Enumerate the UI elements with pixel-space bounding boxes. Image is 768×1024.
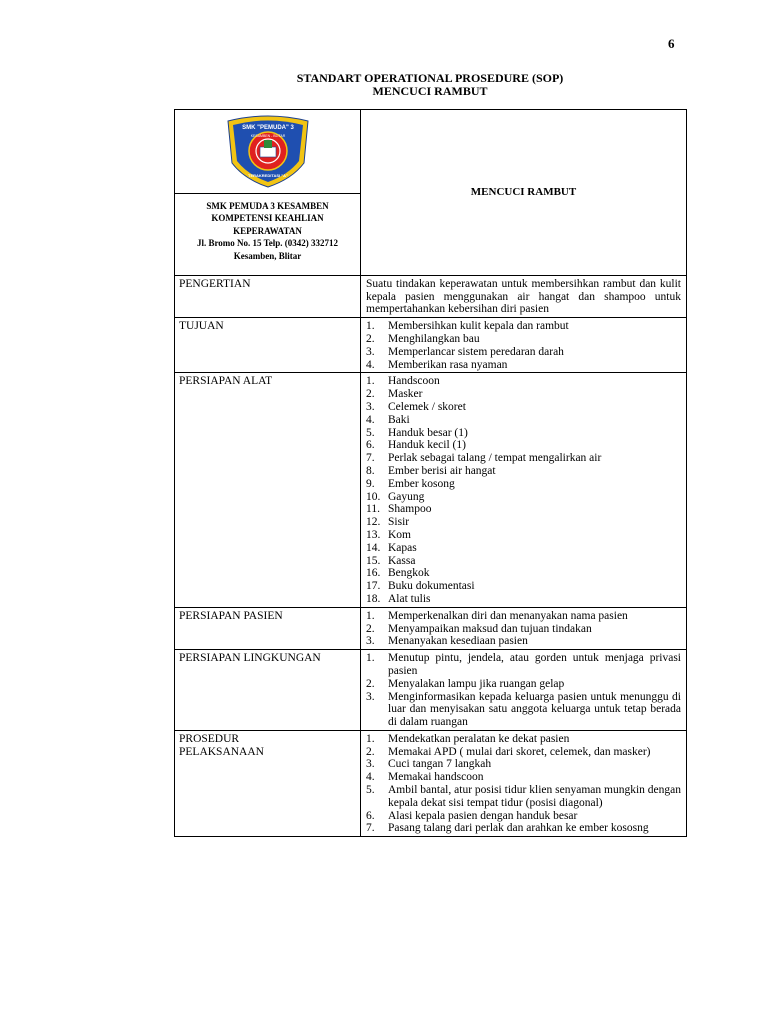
school-info-cell [175, 193, 361, 275]
list-item-number: 8. [366, 464, 375, 477]
list-item-number: 3. [366, 758, 375, 771]
list-item [366, 375, 681, 388]
list-item [366, 439, 681, 452]
list-item [366, 542, 681, 555]
label-prosedur-line-2: PELAKSANAAN [179, 745, 264, 758]
list-item [366, 580, 681, 593]
school-logo [222, 113, 314, 189]
list-item [366, 529, 681, 542]
list-item-number: 2. [366, 622, 375, 635]
list-item-text: Gayung [388, 490, 425, 503]
list-item [366, 810, 681, 823]
list-item-number: 16. [366, 567, 381, 580]
list-item-text: Memakai APD ( mulai dari skoret, celemek, dan masker) [388, 745, 651, 758]
list-item-text: Menginformasikan kepada keluarga pasien untuk menunggu di luar dan menyisakan satu anggota keluarga untuk tetap berada di dalam ruangan [388, 690, 681, 729]
list-item [366, 414, 681, 427]
list-item-text: Ember berisi air hangat [388, 464, 496, 477]
list-item-number: 15. [366, 554, 381, 567]
list-item-text: Menyampaikan maksud dan tujuan tindakan [388, 622, 592, 635]
list-item-text: Menutup pintu, jendela, atau gorden untuk menjaga privasi pasien [388, 652, 681, 677]
list-item-number: 1. [366, 652, 375, 665]
list-item-text: Cuci tangan 7 langkah [388, 758, 492, 771]
list-item-text: Menghilangkan bau [388, 332, 480, 345]
list-item-number: 1. [366, 609, 375, 622]
list-item-text: Bengkok [388, 567, 430, 580]
list-item [366, 401, 681, 414]
list-item-text: Pasang talang dari perlak dan arahkan ke ember kososng [388, 822, 649, 835]
list-item-text: Kom [388, 528, 411, 541]
list-tujuan [366, 320, 681, 371]
row-persiapan-pasien [175, 607, 687, 649]
list-item-number: 12. [366, 516, 381, 529]
row-pengertian [175, 275, 687, 317]
list-prosedur [366, 733, 681, 835]
competency: KOMPETENSI KEAHLIAN [211, 213, 324, 224]
list-item [366, 346, 681, 359]
list-item-number: 14. [366, 541, 381, 554]
list-item-text: Kapas [388, 541, 417, 554]
list-item-text: Handscoon [388, 375, 440, 388]
list-item [366, 465, 681, 478]
list-item [366, 784, 681, 810]
list-item-number: 3. [366, 400, 375, 413]
list-item [366, 771, 681, 784]
logo-middle-text: KESAMBEN - BLITAR [250, 134, 285, 138]
text-pengertian: Suatu tindakan keperawatan untuk membersihkan rambut dan kulit kepala pasien menggunakan air hangat dan shampoo untuk mempertahankan kebersihan diri pasien [361, 275, 687, 317]
list-persiapan-alat [366, 375, 681, 605]
list-item-text: Kassa [388, 554, 416, 567]
list-persiapan-lingkungan [366, 652, 681, 729]
competency-field: KEPERAWATAN [233, 225, 302, 236]
list-tujuan-cell [361, 318, 687, 373]
list-item [366, 610, 681, 623]
list-item-number: 6. [366, 439, 375, 452]
list-item-text: Menanyakan kesediaan pasien [388, 635, 528, 648]
list-item [366, 388, 681, 401]
label-prosedur-line-1: PROSEDUR [179, 732, 240, 745]
label-persiapan-alat: PERSIAPAN ALAT [175, 373, 361, 607]
list-item [366, 427, 681, 440]
row-persiapan-alat [175, 373, 687, 607]
label-pengertian: PENGERTIAN [175, 275, 361, 317]
list-item [366, 733, 681, 746]
list-item [366, 678, 681, 691]
logo-top-text: SMK "PEMUDA" 3 [241, 125, 294, 131]
list-item [366, 359, 681, 372]
list-persiapan-alat-cell [361, 373, 687, 607]
list-item-number: 2. [366, 745, 375, 758]
list-item-number: 5. [366, 784, 375, 797]
list-item-number: 17. [366, 580, 381, 593]
list-item [366, 746, 681, 759]
list-item-text: Memperkenalkan diri dan menanyakan nama pasien [388, 609, 628, 622]
list-item-number: 1. [366, 320, 375, 333]
list-item [366, 333, 681, 346]
list-item-text: Ember kosong [388, 477, 455, 490]
list-item-text: Membersihkan kulit kepala dan rambut [388, 320, 569, 333]
list-persiapan-pasien-cell [361, 607, 687, 649]
procedure-title-cell [361, 110, 687, 276]
logo-bottom-text: TERAKREDITASI "A" [247, 173, 288, 178]
list-item-number: 11. [366, 503, 380, 516]
sop-table [174, 109, 687, 837]
list-item-text: Alasi kepala pasien dengan handuk besar [388, 809, 578, 822]
list-item-number: 2. [366, 388, 375, 401]
list-item-number: 9. [366, 477, 375, 490]
list-item [366, 652, 681, 678]
list-item [366, 635, 681, 648]
list-item [366, 320, 681, 333]
list-item [366, 503, 681, 516]
logo-emblem [264, 140, 272, 148]
list-item-text: Baki [388, 413, 410, 426]
list-item [366, 516, 681, 529]
list-item-text: Handuk kecil (1) [388, 439, 466, 452]
list-item-text: Alat tulis [388, 592, 431, 605]
list-item [366, 491, 681, 504]
list-item-number: 2. [366, 332, 375, 345]
list-item-number: 2. [366, 677, 375, 690]
school-name: SMK PEMUDA 3 KESAMBEN [206, 200, 329, 211]
list-item-text: Menyalakan lampu jika ruangan gelap [388, 677, 565, 690]
list-item [366, 691, 681, 729]
list-item-number: 3. [366, 345, 375, 358]
list-persiapan-pasien [366, 610, 681, 648]
row-persiapan-lingkungan [175, 650, 687, 731]
list-item-text: Shampoo [388, 503, 432, 516]
list-persiapan-lingkungan-cell [361, 650, 687, 731]
list-item-number: 3. [366, 690, 375, 703]
school-city: Kesamben, Blitar [233, 250, 302, 261]
title-line-1: STANDART OPERATIONAL PROSEDURE (SOP) [296, 71, 564, 85]
list-item [366, 555, 681, 568]
list-item-text: Mendekatkan peralatan ke dekat pasien [388, 732, 570, 745]
list-item-text: Buku dokumentasi [388, 580, 475, 593]
page-number: 6 [668, 36, 675, 51]
list-item-number: 4. [366, 358, 375, 371]
list-item-text: Memberikan rasa nyaman [388, 358, 508, 371]
list-item-number: 5. [366, 426, 375, 439]
list-item-text: Memperlancar sistem peredaran darah [388, 345, 564, 358]
logo-book [260, 147, 276, 157]
list-item-number: 3. [366, 635, 375, 648]
list-item [366, 452, 681, 465]
list-item-number: 10. [366, 490, 381, 503]
list-item-number: 13. [366, 528, 381, 541]
list-item [366, 822, 681, 835]
list-item-text: Memakai handscoon [388, 771, 484, 784]
row-tujuan [175, 318, 687, 373]
list-prosedur-cell [361, 730, 687, 836]
list-item [366, 623, 681, 636]
title-line-2: MENCUCI RAMBUT [372, 84, 488, 98]
list-item-text: Celemek / skoret [388, 400, 466, 413]
list-item-number: 1. [366, 375, 375, 388]
list-item-number: 7. [366, 452, 375, 465]
list-item-text: Handuk besar (1) [388, 426, 468, 439]
list-item [366, 478, 681, 491]
list-item-number: 4. [366, 413, 375, 426]
list-item-number: 1. [366, 732, 375, 745]
list-item-text: Masker [388, 388, 423, 401]
list-item [366, 567, 681, 580]
row-prosedur [175, 730, 687, 836]
list-item-text: Perlak sebagai talang / tempat mengalirkan air [388, 452, 602, 465]
list-item-text: Ambil bantal, atur posisi tidur klien senyaman mungkin dengan kepala dekat sisi tempat tidur (posisi diagonal) [388, 784, 681, 809]
logo-cell [175, 110, 361, 194]
list-item-text: Sisir [388, 516, 410, 529]
school-address: Jl. Bromo No. 15 Telp. (0342) 332712 [196, 238, 339, 249]
label-persiapan-lingkungan: PERSIAPAN LINGKUNGAN [175, 650, 361, 731]
list-item-number: 6. [366, 809, 375, 822]
label-prosedur [175, 730, 361, 836]
label-tujuan: TUJUAN [175, 318, 361, 373]
list-item [366, 758, 681, 771]
list-item [366, 593, 681, 606]
document-title [174, 72, 686, 98]
list-item-number: 7. [366, 822, 375, 835]
label-persiapan-pasien: PERSIAPAN PASIEN [175, 607, 361, 649]
procedure-title: MENCUCI RAMBUT [470, 186, 577, 198]
list-item-number: 4. [366, 771, 375, 784]
list-item-number: 18. [366, 592, 381, 605]
